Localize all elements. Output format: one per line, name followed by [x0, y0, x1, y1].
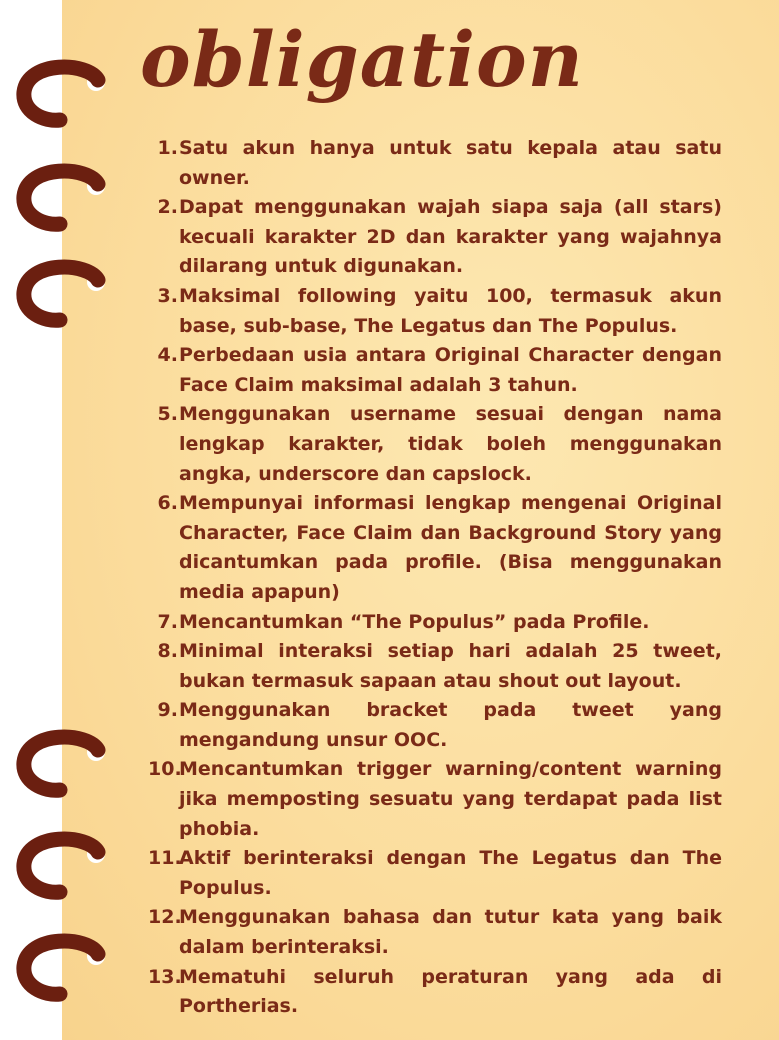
rule-number: 2.: [157, 196, 178, 219]
rule-number: 6.: [157, 492, 178, 515]
page-title: obligation: [140, 15, 584, 104]
rule-text: Maksimal following yaitu 100, termasuk akun base, sub-base, The Legatus dan The Populus.: [179, 284, 722, 337]
rule-text: Mencantumkan trigger warning/content warning jika memposting sesuatu yang terdapat pada list phobia.: [179, 758, 722, 840]
rule-text: Menggunakan bracket pada tweet yang mengandung unsur OOC.: [179, 699, 722, 751]
rule-item: [148, 608, 722, 638]
rule-item: [148, 489, 722, 607]
rule-number: 9.: [157, 699, 178, 722]
rule-text: Aktif berinteraksi dengan The Legatus dan The Populus.: [179, 847, 722, 899]
rule-item: [148, 193, 722, 282]
rule-number: 7.: [157, 610, 178, 633]
binder-ring-icon: [14, 930, 106, 1002]
rule-number: 1.: [157, 137, 178, 159]
rule-item: [148, 400, 722, 489]
rule-number: 11.: [148, 847, 182, 870]
rule-item: [148, 903, 722, 962]
rule-item: [148, 637, 722, 696]
rule-text: Perbedaan usia antara Original Character dengan Face Claim maksimal adalah 3 tahun.: [179, 344, 722, 396]
rule-number: 13.: [148, 965, 182, 988]
rule-text: Menggunakan username sesuai dengan nama lengkap karakter, tidak boleh menggunakan angka, underscore dan capslock.: [179, 403, 722, 485]
rule-number: 8.: [157, 640, 178, 663]
rule-text: Mematuhi seluruh peraturan yang ada di Portherias.: [179, 965, 722, 1018]
rule-item: [148, 755, 722, 844]
rule-text: Dapat menggunakan wajah siapa saja (all stars) kecuali karakter 2D dan karakter yang wajahnya dilarang untuk digunakan.: [179, 196, 722, 278]
rule-item: [148, 134, 722, 193]
rule-text: Minimal interaksi setiap hari adalah 25 tweet, bukan termasuk sapaan atau shout out layout.: [179, 640, 722, 692]
rule-item: [148, 282, 722, 341]
rule-item: [148, 844, 722, 903]
rule-text: Mencantumkan “The Populus” pada Profile.: [179, 610, 650, 633]
rule-text: Menggunakan bahasa dan tutur kata yang baik dalam berinteraksi.: [179, 906, 722, 959]
rule-text: Satu akun hanya untuk satu kepala atau satu owner.: [179, 137, 722, 189]
binder-ring-icon: [14, 160, 106, 232]
rule-text: Mempunyai informasi lengkap mengenai Original Character, Face Claim dan Background Story yang dicantumkan pada profile. (Bisa menggunakan media apapun): [179, 492, 722, 603]
rules-list: [148, 134, 722, 1022]
rule-item: [148, 963, 722, 1022]
rule-number: 3.: [157, 284, 178, 307]
rule-number: 12.: [148, 906, 182, 929]
binder-ring-icon: [14, 726, 106, 798]
rule-item: [148, 696, 722, 755]
rule-number: 10.: [148, 758, 182, 781]
binder-ring-icon: [14, 256, 106, 328]
rule-number: 4.: [157, 344, 178, 367]
binder-ring-icon: [14, 828, 106, 900]
rule-item: [148, 341, 722, 400]
rule-number: 5.: [157, 403, 178, 426]
